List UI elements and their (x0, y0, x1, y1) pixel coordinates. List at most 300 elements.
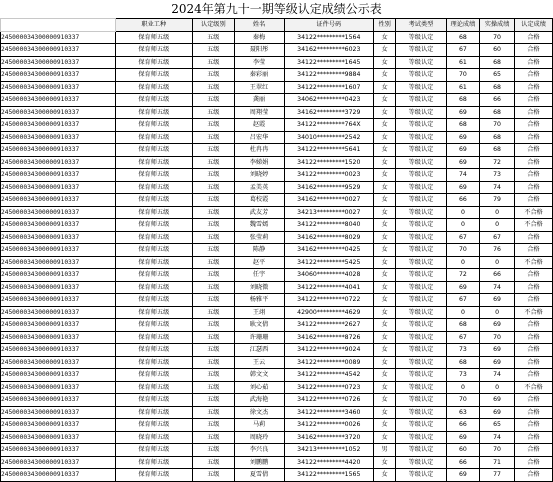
practice-score-cell: 60 (480, 44, 515, 57)
gender-cell: 女 (374, 219, 396, 232)
ticket-number-cell: 245000034300000910337 (1, 31, 116, 44)
occupation-cell: 保育师五级 (115, 169, 193, 182)
theory-score-cell: 61 (446, 81, 479, 94)
level-cell: 五级 (193, 169, 234, 182)
name-cell: 王云 (234, 356, 284, 369)
name-cell: 韩文文 (234, 369, 284, 382)
level-cell: 五级 (193, 94, 234, 107)
table-row (1, 306, 553, 319)
practice-score-cell: 69 (480, 356, 515, 369)
gender-cell: 女 (374, 169, 396, 182)
gender-cell: 男 (374, 444, 396, 457)
ticket-number-cell: 245000034300000910337 (1, 244, 116, 257)
practice-score-cell: 74 (480, 431, 515, 444)
id-number-cell: 34162*********9529 (284, 181, 374, 194)
name-cell: 周翔莹 (234, 106, 284, 119)
exam-type-cell: 等级认定 (396, 344, 447, 357)
id-number-cell: 34122*********0023 (284, 169, 374, 182)
occupation-cell: 保育师五级 (115, 156, 193, 169)
ticket-number-cell: 245000034300000910337 (1, 131, 116, 144)
theory-score-cell: 67 (446, 231, 479, 244)
level-cell: 五级 (193, 356, 234, 369)
occupation-cell: 保育师五级 (115, 431, 193, 444)
header-practice-score: 实操成绩 (480, 19, 515, 32)
occupation-cell: 保育师五级 (115, 356, 193, 369)
level-cell: 五级 (193, 119, 234, 132)
occupation-cell: 保育师五级 (115, 281, 193, 294)
occupation-cell: 保育师五级 (115, 419, 193, 432)
name-cell: 许珊珊 (234, 331, 284, 344)
ticket-number-cell: 245000034300000910337 (1, 431, 116, 444)
result-cell: 合格 (515, 169, 553, 182)
level-cell: 五级 (193, 156, 234, 169)
occupation-cell: 保育师五级 (115, 106, 193, 119)
name-cell: 李兴良 (234, 444, 284, 457)
table-row (1, 156, 553, 169)
exam-type-cell: 等级认定 (396, 56, 447, 69)
gender-cell: 女 (374, 406, 396, 419)
result-cell: 合格 (515, 344, 553, 357)
level-cell: 五级 (193, 244, 234, 257)
ticket-number-cell: 245000034300000910337 (1, 456, 116, 469)
table-row (1, 56, 553, 69)
result-cell: 合格 (515, 394, 553, 407)
occupation-cell: 保育师五级 (115, 456, 193, 469)
gender-cell: 女 (374, 431, 396, 444)
name-cell: 聂阳彤 (234, 44, 284, 57)
id-number-cell: 34162*********8029 (284, 231, 374, 244)
result-cell: 不合格 (515, 256, 553, 269)
ticket-number-cell: 245000034300000910337 (1, 44, 116, 57)
gender-cell: 女 (374, 56, 396, 69)
table-row (1, 444, 553, 457)
level-cell: 五级 (193, 319, 234, 332)
id-number-cell: 34162*********0027 (284, 194, 374, 207)
level-cell: 五级 (193, 469, 234, 482)
name-cell: 王翠红 (234, 81, 284, 94)
table-row (1, 244, 553, 257)
result-cell: 合格 (515, 456, 553, 469)
name-cell: 任宇 (234, 269, 284, 282)
gender-cell: 女 (374, 194, 396, 207)
result-cell: 合格 (515, 194, 553, 207)
table-row (1, 81, 553, 94)
result-cell: 合格 (515, 81, 553, 94)
id-number-cell: 34060*********4028 (284, 269, 374, 282)
id-number-cell: 34122*********4420 (284, 456, 374, 469)
gender-cell: 女 (374, 369, 396, 382)
table-row (1, 144, 553, 157)
name-cell: 刘晓婷 (234, 169, 284, 182)
theory-score-cell: 0 (446, 381, 479, 394)
table-row (1, 94, 553, 107)
id-number-cell: 34122*********8040 (284, 219, 374, 232)
exam-type-cell: 等级认定 (396, 469, 447, 482)
theory-score-cell: 0 (446, 206, 479, 219)
id-number-cell: 34122*********1564 (284, 31, 374, 44)
exam-type-cell: 等级认定 (396, 356, 447, 369)
table-row (1, 269, 553, 282)
level-cell: 五级 (193, 144, 234, 157)
exam-type-cell: 等级认定 (396, 94, 447, 107)
practice-score-cell: 72 (480, 156, 515, 169)
name-cell: 秦彩丽 (234, 69, 284, 82)
id-number-cell: 34122*********764X (284, 119, 374, 132)
ticket-number-cell: 245000034300000910337 (1, 169, 116, 182)
name-cell: 刘晓微 (234, 281, 284, 294)
table-row (1, 369, 553, 382)
level-cell: 五级 (193, 106, 234, 119)
exam-type-cell: 等级认定 (396, 231, 447, 244)
exam-type-cell: 等级认定 (396, 156, 447, 169)
table-row (1, 119, 553, 132)
level-cell: 五级 (193, 294, 234, 307)
occupation-cell: 保育师五级 (115, 131, 193, 144)
result-cell: 合格 (515, 431, 553, 444)
ticket-number-cell: 245000034300000910337 (1, 231, 116, 244)
table-row (1, 381, 553, 394)
level-cell: 五级 (193, 331, 234, 344)
exam-type-cell: 等级认定 (396, 319, 447, 332)
table-row (1, 319, 553, 332)
gender-cell: 女 (374, 281, 396, 294)
table-row (1, 106, 553, 119)
occupation-cell: 保育师五级 (115, 444, 193, 457)
theory-score-cell: 68 (446, 31, 479, 44)
table-row (1, 131, 553, 144)
table-row (1, 394, 553, 407)
id-number-cell: 34122*********0723 (284, 381, 374, 394)
exam-type-cell: 等级认定 (396, 406, 447, 419)
header-exam-type: 考试类型 (396, 19, 447, 32)
gender-cell: 女 (374, 131, 396, 144)
practice-score-cell: 69 (480, 406, 515, 419)
level-cell: 五级 (193, 281, 234, 294)
level-cell: 五级 (193, 381, 234, 394)
theory-score-cell: 66 (446, 456, 479, 469)
occupation-cell: 保育师五级 (115, 344, 193, 357)
result-cell: 合格 (515, 69, 553, 82)
level-cell: 五级 (193, 219, 234, 232)
theory-score-cell: 69 (446, 156, 479, 169)
level-cell: 五级 (193, 194, 234, 207)
ticket-number-cell: 245000034300000910337 (1, 394, 116, 407)
ticket-number-cell: 245000034300000910337 (1, 344, 116, 357)
gender-cell: 女 (374, 231, 396, 244)
result-cell: 合格 (515, 56, 553, 69)
table-row (1, 419, 553, 432)
name-cell: 徐文杰 (234, 406, 284, 419)
result-cell: 合格 (515, 406, 553, 419)
result-cell: 合格 (515, 131, 553, 144)
theory-score-cell: 70 (446, 394, 479, 407)
occupation-cell: 保育师五级 (115, 219, 193, 232)
ticket-number-cell: 245000034300000910337 (1, 381, 116, 394)
name-cell: 赵平 (234, 256, 284, 269)
id-number-cell: 34122*********3460 (284, 406, 374, 419)
ticket-number-cell: 245000034300000910337 (1, 469, 116, 482)
practice-score-cell: 65 (480, 69, 515, 82)
exam-type-cell: 等级认定 (396, 369, 447, 382)
occupation-cell: 保育师五级 (115, 269, 193, 282)
result-cell: 合格 (515, 181, 553, 194)
name-cell: 赵霞 (234, 119, 284, 132)
theory-score-cell: 61 (446, 56, 479, 69)
theory-score-cell: 69 (446, 144, 479, 157)
level-cell: 五级 (193, 306, 234, 319)
level-cell: 五级 (193, 181, 234, 194)
exam-type-cell: 等级认定 (396, 269, 447, 282)
gender-cell: 女 (374, 419, 396, 432)
practice-score-cell: 69 (480, 344, 515, 357)
result-cell: 不合格 (515, 381, 553, 394)
header-occupation: 职业工种 (115, 19, 193, 32)
gender-cell: 女 (374, 331, 396, 344)
practice-score-cell: 0 (480, 381, 515, 394)
exam-type-cell: 等级认定 (396, 69, 447, 82)
id-number-cell: 34122*********9024 (284, 344, 374, 357)
ticket-number-cell: 245000034300000910337 (1, 419, 116, 432)
ticket-number-cell: 245000034300000910337 (1, 306, 116, 319)
occupation-cell: 保育师五级 (115, 81, 193, 94)
practice-score-cell: 74 (480, 281, 515, 294)
theory-score-cell: 68 (446, 94, 479, 107)
level-cell: 五级 (193, 231, 234, 244)
ticket-number-cell: 245000034300000910337 (1, 106, 116, 119)
theory-score-cell: 0 (446, 219, 479, 232)
name-cell: 张莹莉 (234, 231, 284, 244)
gender-cell: 女 (374, 156, 396, 169)
name-cell: 魏雪嫣 (234, 219, 284, 232)
result-cell: 不合格 (515, 306, 553, 319)
ticket-number-cell: 245000034300000910337 (1, 406, 116, 419)
level-cell: 五级 (193, 444, 234, 457)
level-cell: 五级 (193, 131, 234, 144)
id-number-cell: 34122*********0089 (284, 356, 374, 369)
ticket-number-cell: 245000034300000910337 (1, 69, 116, 82)
id-number-cell: 34122*********1645 (284, 56, 374, 69)
occupation-cell: 保育师五级 (115, 294, 193, 307)
occupation-cell: 保育师五级 (115, 469, 193, 482)
name-cell: 王翊 (234, 306, 284, 319)
name-cell: 武友芳 (234, 206, 284, 219)
practice-score-cell: 73 (480, 169, 515, 182)
ticket-number-cell: 245000034300000910337 (1, 331, 116, 344)
name-cell: 耿文倩 (234, 319, 284, 332)
practice-score-cell: 70 (480, 31, 515, 44)
gender-cell: 女 (374, 356, 396, 369)
level-cell: 五级 (193, 81, 234, 94)
table-row (1, 169, 553, 182)
name-cell: 龚丽 (234, 94, 284, 107)
occupation-cell: 保育师五级 (115, 94, 193, 107)
result-cell: 合格 (515, 244, 553, 257)
exam-type-cell: 等级认定 (396, 106, 447, 119)
id-number-cell: 34122*********1565 (284, 469, 374, 482)
id-number-cell: 34213*********1052 (284, 444, 374, 457)
exam-type-cell: 等级认定 (396, 194, 447, 207)
name-cell: 李莹 (234, 56, 284, 69)
table-row (1, 181, 553, 194)
name-cell: 武海艳 (234, 394, 284, 407)
gender-cell: 女 (374, 81, 396, 94)
ticket-number-cell: 245000034300000910337 (1, 219, 116, 232)
practice-score-cell: 77 (480, 469, 515, 482)
name-cell: 杜冉冉 (234, 144, 284, 157)
practice-score-cell: 0 (480, 256, 515, 269)
exam-type-cell: 等级认定 (396, 294, 447, 307)
result-cell: 不合格 (515, 219, 553, 232)
table-row (1, 344, 553, 357)
id-number-cell: 34122*********1520 (284, 156, 374, 169)
practice-score-cell: 69 (480, 319, 515, 332)
practice-score-cell: 66 (480, 94, 515, 107)
ticket-number-cell: 245000034300000910337 (1, 269, 116, 282)
ticket-number-cell: 245000034300000910337 (1, 81, 116, 94)
page-title: 2024年第九十一期等级认定成绩公示表 (171, 2, 382, 16)
level-cell: 五级 (193, 206, 234, 219)
ticket-number-cell: 245000034300000910337 (1, 294, 116, 307)
id-number-cell: 34062*********0423 (284, 94, 374, 107)
theory-score-cell: 70 (446, 244, 479, 257)
theory-score-cell: 0 (446, 306, 479, 319)
name-cell: 刘心茹 (234, 381, 284, 394)
id-number-cell: 34122*********0026 (284, 419, 374, 432)
level-cell: 五级 (193, 431, 234, 444)
exam-type-cell: 等级认定 (396, 256, 447, 269)
table-row (1, 44, 553, 57)
occupation-cell: 保育师五级 (115, 56, 193, 69)
ticket-number-cell: 245000034300000910337 (1, 156, 116, 169)
result-cell: 不合格 (515, 206, 553, 219)
name-cell: 刘鹏鹏 (234, 456, 284, 469)
theory-score-cell: 0 (446, 256, 479, 269)
gender-cell: 女 (374, 319, 396, 332)
gender-cell: 女 (374, 344, 396, 357)
occupation-cell: 保育师五级 (115, 394, 193, 407)
practice-score-cell: 0 (480, 206, 515, 219)
name-cell: 江瑟西 (234, 344, 284, 357)
gender-cell: 女 (374, 306, 396, 319)
theory-score-cell: 67 (446, 294, 479, 307)
occupation-cell: 保育师五级 (115, 381, 193, 394)
occupation-cell: 保育师五级 (115, 194, 193, 207)
name-cell: 杨雅平 (234, 294, 284, 307)
theory-score-cell: 69 (446, 181, 479, 194)
result-cell: 合格 (515, 269, 553, 282)
exam-type-cell: 等级认定 (396, 169, 447, 182)
ticket-number-cell: 245000034300000910337 (1, 281, 116, 294)
name-cell: 周晓玲 (234, 431, 284, 444)
ticket-number-cell: 245000034300000910337 (1, 444, 116, 457)
level-cell: 五级 (193, 69, 234, 82)
exam-type-cell: 等级认定 (396, 444, 447, 457)
name-cell: 马莉 (234, 419, 284, 432)
result-cell: 合格 (515, 369, 553, 382)
header-result: 认定成绩 (515, 19, 553, 32)
table-row (1, 219, 553, 232)
exam-type-cell: 等级认定 (396, 181, 447, 194)
id-number-cell: 34122*********0726 (284, 394, 374, 407)
id-number-cell: 34213*********0027 (284, 206, 374, 219)
theory-score-cell: 69 (446, 131, 479, 144)
result-cell: 合格 (515, 294, 553, 307)
gender-cell: 女 (374, 119, 396, 132)
exam-type-cell: 等级认定 (396, 306, 447, 319)
practice-score-cell: 76 (480, 244, 515, 257)
exam-type-cell: 等级认定 (396, 456, 447, 469)
occupation-cell: 保育师五级 (115, 306, 193, 319)
id-number-cell: 34162*********8726 (284, 331, 374, 344)
table-row (1, 31, 553, 44)
practice-score-cell: 67 (480, 231, 515, 244)
table-row (1, 194, 553, 207)
theory-score-cell: 66 (446, 194, 479, 207)
theory-score-cell: 74 (446, 169, 479, 182)
theory-score-cell: 69 (446, 431, 479, 444)
id-number-cell: 34162*********6023 (284, 44, 374, 57)
occupation-cell: 保育师五级 (115, 331, 193, 344)
practice-score-cell: 70 (480, 119, 515, 132)
exam-type-cell: 等级认定 (396, 394, 447, 407)
result-cell: 合格 (515, 231, 553, 244)
occupation-cell: 保育师五级 (115, 206, 193, 219)
table-row (1, 231, 553, 244)
level-cell: 五级 (193, 344, 234, 357)
gender-cell: 女 (374, 269, 396, 282)
practice-score-cell: 65 (480, 419, 515, 432)
id-number-cell: 34122*********5425 (284, 256, 374, 269)
practice-score-cell: 74 (480, 181, 515, 194)
id-number-cell: 34122*********4041 (284, 281, 374, 294)
occupation-cell: 保育师五级 (115, 31, 193, 44)
practice-score-cell: 68 (480, 106, 515, 119)
gender-cell: 女 (374, 381, 396, 394)
gender-cell: 女 (374, 69, 396, 82)
practice-score-cell: 68 (480, 56, 515, 69)
result-cell: 合格 (515, 419, 553, 432)
level-cell: 五级 (193, 56, 234, 69)
exam-type-cell: 等级认定 (396, 244, 447, 257)
level-cell: 五级 (193, 44, 234, 57)
table-row (1, 294, 553, 307)
exam-type-cell: 等级认定 (396, 81, 447, 94)
gender-cell: 女 (374, 394, 396, 407)
level-cell: 五级 (193, 394, 234, 407)
gender-cell: 女 (374, 181, 396, 194)
level-cell: 五级 (193, 406, 234, 419)
occupation-cell: 保育师五级 (115, 256, 193, 269)
result-cell: 合格 (515, 31, 553, 44)
table-row (1, 331, 553, 344)
theory-score-cell: 69 (446, 469, 479, 482)
occupation-cell: 保育师五级 (115, 181, 193, 194)
theory-score-cell: 72 (446, 269, 479, 282)
level-cell: 五级 (193, 419, 234, 432)
practice-score-cell: 68 (480, 81, 515, 94)
theory-score-cell: 69 (446, 106, 479, 119)
exam-type-cell: 等级认定 (396, 331, 447, 344)
level-cell: 五级 (193, 269, 234, 282)
result-cell: 合格 (515, 106, 553, 119)
practice-score-cell: 69 (480, 394, 515, 407)
table-row (1, 206, 553, 219)
id-number-cell: 34122*********4542 (284, 369, 374, 382)
ticket-number-cell: 245000034300000910337 (1, 194, 116, 207)
theory-score-cell: 66 (446, 419, 479, 432)
level-cell: 五级 (193, 369, 234, 382)
table-row (1, 69, 553, 82)
